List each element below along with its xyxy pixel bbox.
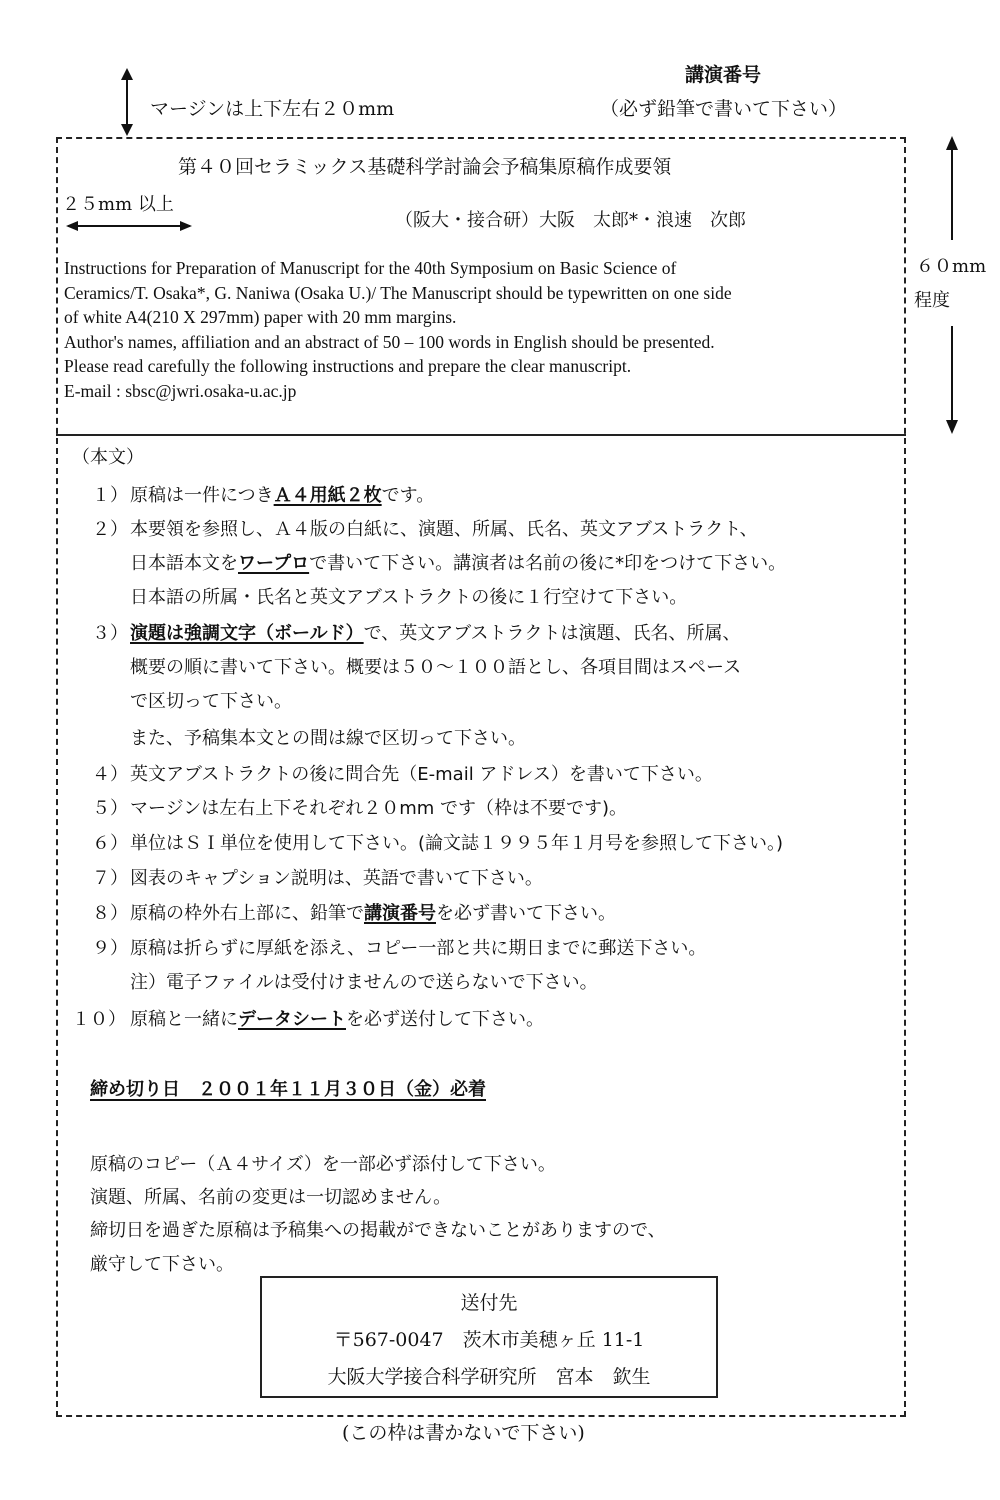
instruction-item: 注）電子ファイルは受付けませんので送らないで下さい。 [130, 972, 598, 993]
item-number: ３） [92, 623, 128, 644]
instruction-item: また、予稿集本文との間は線で区切って下さい。 [130, 728, 526, 749]
margin-note: マージンは上下左右２０mm [150, 98, 395, 120]
item-number: ７） [92, 868, 128, 889]
item-number: １０） [72, 1009, 126, 1030]
abstract-line: E-mail : sbsc@jwri.osaka-u.ac.jp [64, 380, 297, 401]
pencil-note: （必ず鉛筆で書いて下さい） [600, 98, 848, 120]
abstract-line: Instructions for Preparation of Manuscript for the 40th Symposium on Basic Science of [64, 258, 677, 278]
item-number: ５） [92, 798, 128, 819]
address-postal: 〒567-0047 茨木市美穂ヶ丘 11-1 [333, 1329, 645, 1351]
instruction-item: マージンは左右上下それぞれ２０mm です（枠は不要です)。 [130, 798, 627, 819]
instruction-item: 原稿は一件につきＡ４用紙２枚です。 [130, 485, 435, 506]
note-line: 締切日を過ぎた原稿は予稿集への掲載ができないことがありますので、 [90, 1220, 666, 1241]
instruction-item: 演題は強調文字（ボールド）で、英文アブストラクトは演題、氏名、所属、 [130, 623, 741, 644]
item-number: ４） [92, 764, 128, 785]
item-number: １） [92, 485, 128, 506]
instruction-item: 原稿と一緒にデータシートを必ず送付して下さい。 [130, 1009, 544, 1030]
abstract-line: Please read carefully the following instructions and prepare the clear manuscript. [64, 356, 632, 376]
address-recipient: 大阪大学接合科学研究所 宮本 欽生 [327, 1366, 651, 1388]
instruction-item: 原稿は折らずに厚紙を添え、コピー一部と共に期日までに郵送下さい。 [130, 938, 707, 959]
instruction-item: 日本語の所属・氏名と英文アブストラクトの後に１行空けて下さい。 [130, 587, 688, 608]
height-size-label: ６０mm [916, 256, 987, 277]
item-number: ６） [92, 833, 128, 854]
abstract-line: of white A4(210 X 297mm) paper with 20 mm margins. [64, 307, 457, 327]
instruction-item: で区切って下さい。 [130, 691, 292, 712]
instruction-item: 本要領を参照し、Ａ４版の白紙に、演題、所属、氏名、英文アブストラクト、 [130, 519, 758, 540]
note-line: 原稿のコピー（Ａ４サイズ）を一部必ず添付して下さい。 [90, 1154, 556, 1175]
item-number: ２） [92, 519, 128, 540]
abstract-line: Author's names, affiliation and an abstract of 50 – 100 words in English should be presented. [64, 331, 715, 352]
body-heading: （本文） [72, 447, 144, 468]
item-number: ９） [92, 938, 128, 959]
abstract-line: Ceramics/T. Osaka*, G. Naniwa (Osaka U.)/ The Manuscript should be typewritten on one side [64, 282, 732, 303]
indent-note: ２５mm 以上 [62, 194, 174, 215]
instruction-item: 単位はＳＩ単位を使用して下さい。(論文誌１９９５年１月号を参照して下さい。) [130, 833, 784, 854]
height-approx-label: 程度 [914, 290, 950, 311]
deadline: 締め切り日 ２００１年１１月３０日（金）必着 [90, 1079, 486, 1100]
instruction-item: 英文アブストラクトの後に問合先（E-mail アドレス）を書いて下さい。 [130, 764, 713, 785]
address-box [260, 1276, 718, 1398]
footer-note: (この枠は書かないで下さい) [338, 1418, 589, 1445]
note-line: 演題、所属、名前の変更は一切認めません。 [90, 1187, 452, 1208]
instruction-item: 図表のキャプション説明は、英語で書いて下さい。 [130, 868, 543, 889]
authors-line: （阪大・接合研）大阪 太郎*・浪速 次郎 [395, 210, 746, 231]
document-title: 第４０回セラミックス基礎科学討論会予稿集原稿作成要領 [178, 156, 672, 178]
instruction-item: 日本語本文をワープロで書いて下さい。講演者は名前の後に*印をつけて下さい。 [130, 553, 787, 574]
address-label: 送付先 [460, 1292, 518, 1314]
item-number: ８） [92, 903, 128, 924]
instruction-item: 原稿の枠外右上部に、鉛筆で講演番号を必ず書いて下さい。 [130, 903, 616, 924]
note-line: 厳守して下さい。 [90, 1254, 234, 1275]
lecture-number-label: 講演番号 [685, 64, 762, 86]
instruction-item: 概要の順に書いて下さい。概要は５０～１００語とし、各項目間はスペース [130, 657, 742, 678]
